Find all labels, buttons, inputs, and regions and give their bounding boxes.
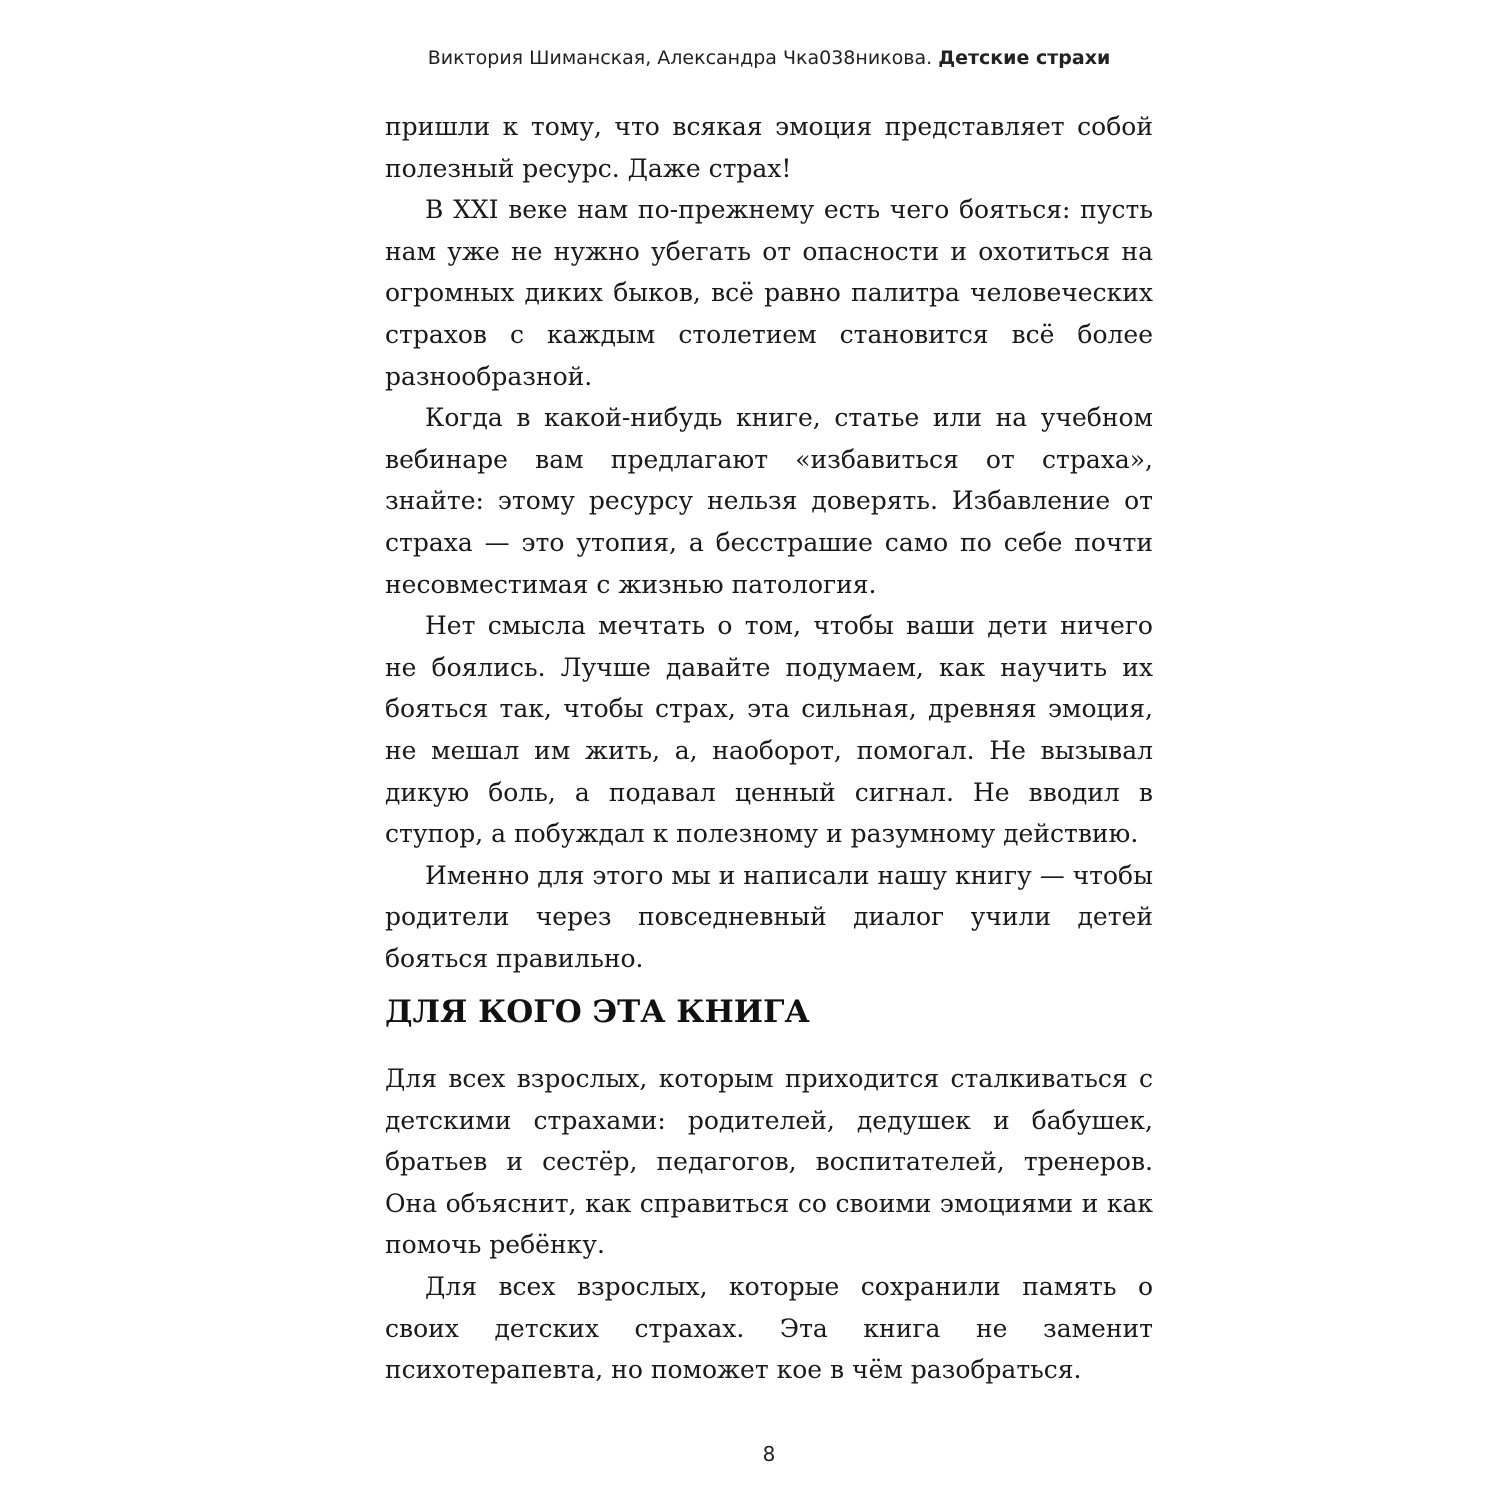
book-page bbox=[385, 0, 1153, 1500]
body-text bbox=[385, 106, 1153, 979]
page-number: 8 bbox=[762, 1442, 776, 1466]
section-paragraph: Для всех взрослых, которые сохранили память о своих детских страхах. Эта книга не заменит психотерапевта, но поможет кое в чём разобраться. bbox=[385, 1271, 1153, 1385]
paragraph: Когда в какой-нибудь книге, статье или на учебном вебинаре вам предлагают «избавиться от страха», знайте: этому ресурсу нельзя доверять. Избавление от страха — это утопия, а бесстрашие само по себе почти несовместимая с жизнью патология. bbox=[385, 403, 1153, 599]
section-text bbox=[385, 1058, 1153, 1391]
section-heading: ДЛЯ КОГО ЭТА КНИГА bbox=[385, 994, 810, 1030]
paragraph: Нет смысла мечтать о том, чтобы ваши дети ничего не боялись. Лучше давайте подумаем, как научить их бояться так, чтобы страх, эта сильная, древняя эмоция, не мешал им жить, а, наоборот, помогал. Не вызывал дикую боль, а подавал ценный сигнал. Не вводил в ступор, а побуждал к полезному и разумному действию. bbox=[385, 611, 1153, 849]
running-head-authors: Виктория Шиманская, Александра Чка038никова. bbox=[427, 47, 933, 69]
paragraph: Именно для этого мы и написали нашу книгу — чтобы родители через повседневный диалог учили детей бояться правильно. bbox=[385, 860, 1154, 973]
running-head-book-title: Детские страхи bbox=[938, 47, 1111, 69]
section-paragraph: Для всех взрослых, которым приходится сталкиваться с детскими страхами: родителей, дедушек и бабушек, братьев и сестёр, педагогов, воспитателей, тренеров. Она объяснит, как справиться со своими эмоциями и как помочь ребёнку. bbox=[385, 1064, 1153, 1260]
paragraph: В XXI веке нам по-прежнему есть чего бояться: пусть нам уже не нужно убегать от опасности и охотиться на огромных диких быков, всё равно палитра человеческих страхов с каждым столетием становится всё более разнообразной. bbox=[385, 195, 1153, 391]
paragraph-continued: пришли к тому, что всякая эмоция представляет собой полезный ресурс. Даже страх! bbox=[385, 112, 1153, 183]
running-head bbox=[385, 44, 1153, 72]
